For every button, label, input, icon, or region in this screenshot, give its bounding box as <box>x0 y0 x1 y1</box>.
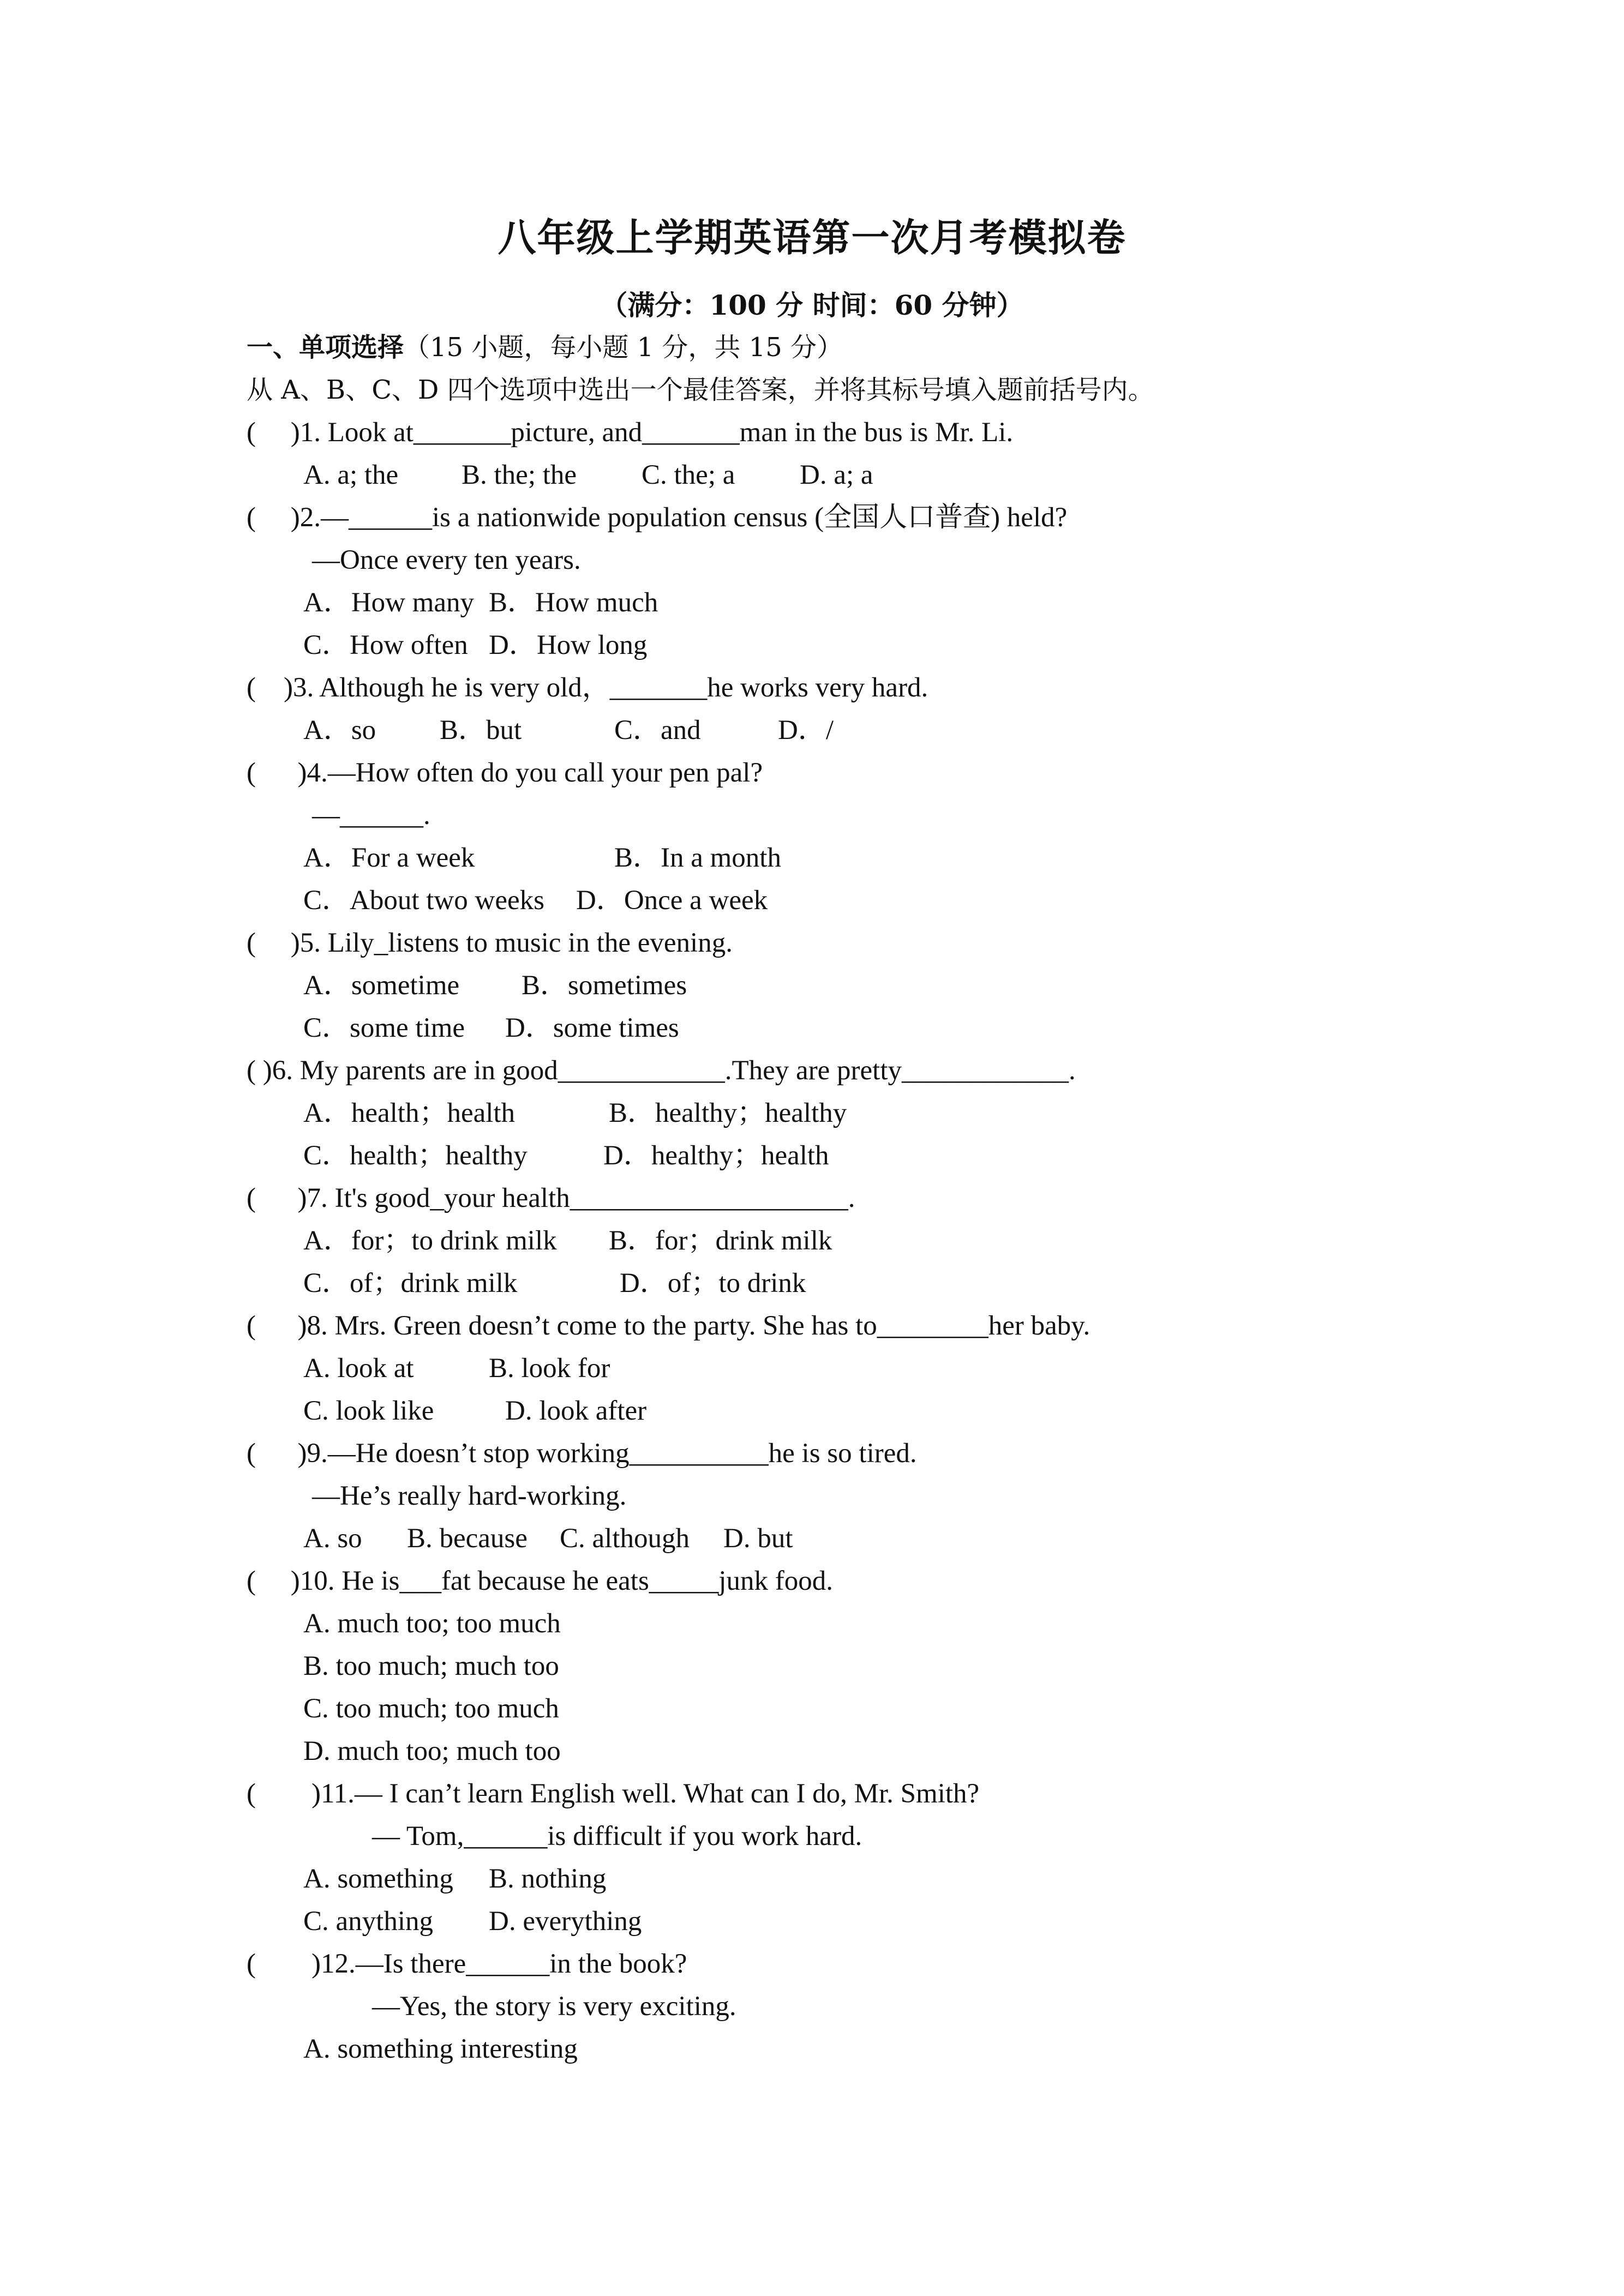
option-b: B. because <box>407 1523 528 1554</box>
option-a: A. much too; too much <box>303 1608 561 1639</box>
option-b: B. nothing <box>489 1864 607 1894</box>
score-time-info: （满分：100 分 时间：60 分钟） <box>600 289 1024 321</box>
question-6-stem <box>247 1049 1529 1092</box>
question-10-options <box>247 1687 1529 1730</box>
question-text: 4.—How often do you call your pen pal? <box>307 758 763 788</box>
section-instruction: 从 A、B、C、D 四个选项中选出一个最佳答案，并将其标号填入题前括号内。 <box>247 375 1154 405</box>
answer-bracket: ( ) <box>247 1183 307 1213</box>
answer-bracket: ( ) <box>247 1055 272 1086</box>
question-2-reply: —Once every ten years. <box>312 545 581 575</box>
section-title-rest: （15 小题，每小题 1 分，共 15 分） <box>404 332 843 363</box>
exam-content <box>247 326 1529 2070</box>
option-c: C．of；drink milk <box>303 1268 518 1299</box>
question-8-options <box>247 1347 1529 1390</box>
question-5-options <box>247 1007 1529 1049</box>
option-a: A. a; the <box>303 460 399 490</box>
question-10-stem <box>247 1560 1529 1602</box>
option-b: B. too much; much too <box>303 1651 559 1681</box>
question-4-reply: —______. <box>312 800 430 831</box>
question-9-options <box>247 1517 1529 1560</box>
question-3-options <box>247 709 1529 752</box>
option-d: D. much too; much too <box>303 1736 561 1766</box>
option-b: B. the; the <box>462 460 577 490</box>
question-9-reply: —He’s really hard-working. <box>312 1481 627 1511</box>
option-d: D．healthy；health <box>603 1140 829 1171</box>
question-11-stem <box>247 1772 1529 1815</box>
answer-bracket: ( ) <box>247 1566 300 1596</box>
question-7-options <box>247 1262 1529 1305</box>
option-c: C．How often <box>303 630 468 660</box>
question-text: 10. He is___fat because he eats_____junk food. <box>299 1566 833 1596</box>
option-c: C. although <box>560 1523 690 1554</box>
answer-bracket: ( ) <box>247 1778 321 1809</box>
option-b: B．In a month <box>614 843 781 873</box>
question-4-options <box>247 837 1529 879</box>
question-text: 5. Lily_listens to music in the evening. <box>299 928 733 958</box>
answer-bracket: ( ) <box>247 502 300 533</box>
option-c: C．and <box>614 715 701 746</box>
option-a: A．sometime <box>303 970 460 1001</box>
answer-bracket: ( ) <box>247 672 293 703</box>
question-10-options <box>247 1645 1529 1687</box>
question-text: 3. Although he is very old，_______he works very hard. <box>292 672 928 703</box>
option-a: A．so <box>303 715 376 746</box>
option-c: C．health；healthy <box>303 1140 528 1171</box>
option-c: C. the; a <box>642 460 735 490</box>
option-a: A．How many <box>303 587 475 618</box>
answer-bracket: ( ) <box>247 1311 307 1341</box>
question-text: 2.—______is a nationwide population census (全国人口普查) held? <box>299 502 1068 533</box>
question-10-options <box>247 1602 1529 1645</box>
question-8-stem <box>247 1305 1529 1347</box>
question-text: 9.—He doesn’t stop working__________he is so tired. <box>307 1438 917 1469</box>
option-c: C. anything <box>303 1906 433 1937</box>
question-list <box>247 411 1529 2070</box>
question-5-options <box>247 964 1529 1007</box>
question-9-stem <box>247 1432 1529 1475</box>
option-d: D．Once a week <box>576 885 768 916</box>
question-text: 1. Look at_______picture, and_______man in the bus is Mr. Li. <box>299 417 1014 448</box>
question-text: 12.—Is there______in the book? <box>320 1949 687 1979</box>
option-b: B．sometimes <box>522 970 687 1001</box>
question-2-options <box>247 624 1529 666</box>
question-12-stem <box>247 1943 1529 1985</box>
option-a: A. something interesting <box>303 2034 578 2064</box>
question-4-stem <box>247 752 1529 794</box>
option-a: A．health；health <box>303 1098 516 1128</box>
option-a: A. so <box>303 1523 362 1554</box>
section-title <box>247 326 1529 369</box>
question-text: 8. Mrs. Green doesn’t come to the party. She has to________her baby. <box>307 1311 1090 1341</box>
option-d: D. look after <box>505 1396 647 1426</box>
option-d: D．of；to drink <box>620 1268 806 1299</box>
section-title-bold: 一、单项选择 <box>247 332 404 363</box>
option-c: C．About two weeks <box>303 885 544 916</box>
question-6-options <box>247 1134 1529 1177</box>
option-a: A. look at <box>303 1353 414 1384</box>
question-text: 7. It's good_your health____________________. <box>307 1183 855 1213</box>
option-c: C．some time <box>303 1013 465 1043</box>
option-b: B．but <box>440 715 522 746</box>
answer-bracket: ( ) <box>247 1949 321 1979</box>
option-d: D．/ <box>778 715 834 746</box>
question-11-options <box>247 1900 1529 1943</box>
option-d: D．How long <box>489 630 648 660</box>
answer-bracket: ( ) <box>247 1438 307 1469</box>
question-8-options <box>247 1390 1529 1432</box>
option-d: D. everything <box>489 1906 642 1937</box>
option-d: D. a; a <box>800 460 873 490</box>
question-11-reply: — Tom,______is difficult if you work hard. <box>372 1821 862 1852</box>
question-3-stem <box>247 666 1529 709</box>
question-12-reply: —Yes, the story is very exciting. <box>372 1991 736 2022</box>
option-c: C. too much; too much <box>303 1693 559 1724</box>
option-c: C. look like <box>303 1396 434 1426</box>
option-b: B．for；drink milk <box>609 1225 832 1256</box>
question-1-stem <box>247 411 1529 454</box>
question-7-stem <box>247 1177 1529 1219</box>
question-text: 6. My parents are in good____________.They are pretty____________. <box>272 1055 1076 1086</box>
option-d: D．some times <box>505 1013 679 1043</box>
question-11-options <box>247 1858 1529 1900</box>
option-a: A．For a week <box>303 843 475 873</box>
question-text: 11.— I can’t learn English well. What can I do, Mr. Smith? <box>320 1778 980 1809</box>
option-b: B．How much <box>489 587 658 618</box>
option-d: D. but <box>723 1523 793 1554</box>
question-12-options <box>247 2028 1529 2070</box>
option-b: B. look for <box>489 1353 610 1384</box>
question-10-options <box>247 1730 1529 1772</box>
answer-bracket: ( ) <box>247 928 300 958</box>
answer-bracket: ( ) <box>247 758 307 788</box>
question-7-options <box>247 1219 1529 1262</box>
question-2-stem <box>247 496 1529 539</box>
answer-bracket: ( ) <box>247 417 300 448</box>
option-a: A．for；to drink milk <box>303 1225 557 1256</box>
page-title: 八年级上学期英语第一次月考模拟卷 <box>498 215 1126 260</box>
question-5-stem <box>247 922 1529 964</box>
question-6-options <box>247 1092 1529 1134</box>
question-4-options <box>247 879 1529 922</box>
question-2-options <box>247 581 1529 624</box>
option-a: A. something <box>303 1864 453 1894</box>
question-1-options <box>247 454 1529 496</box>
option-b: B．healthy；healthy <box>609 1098 847 1128</box>
